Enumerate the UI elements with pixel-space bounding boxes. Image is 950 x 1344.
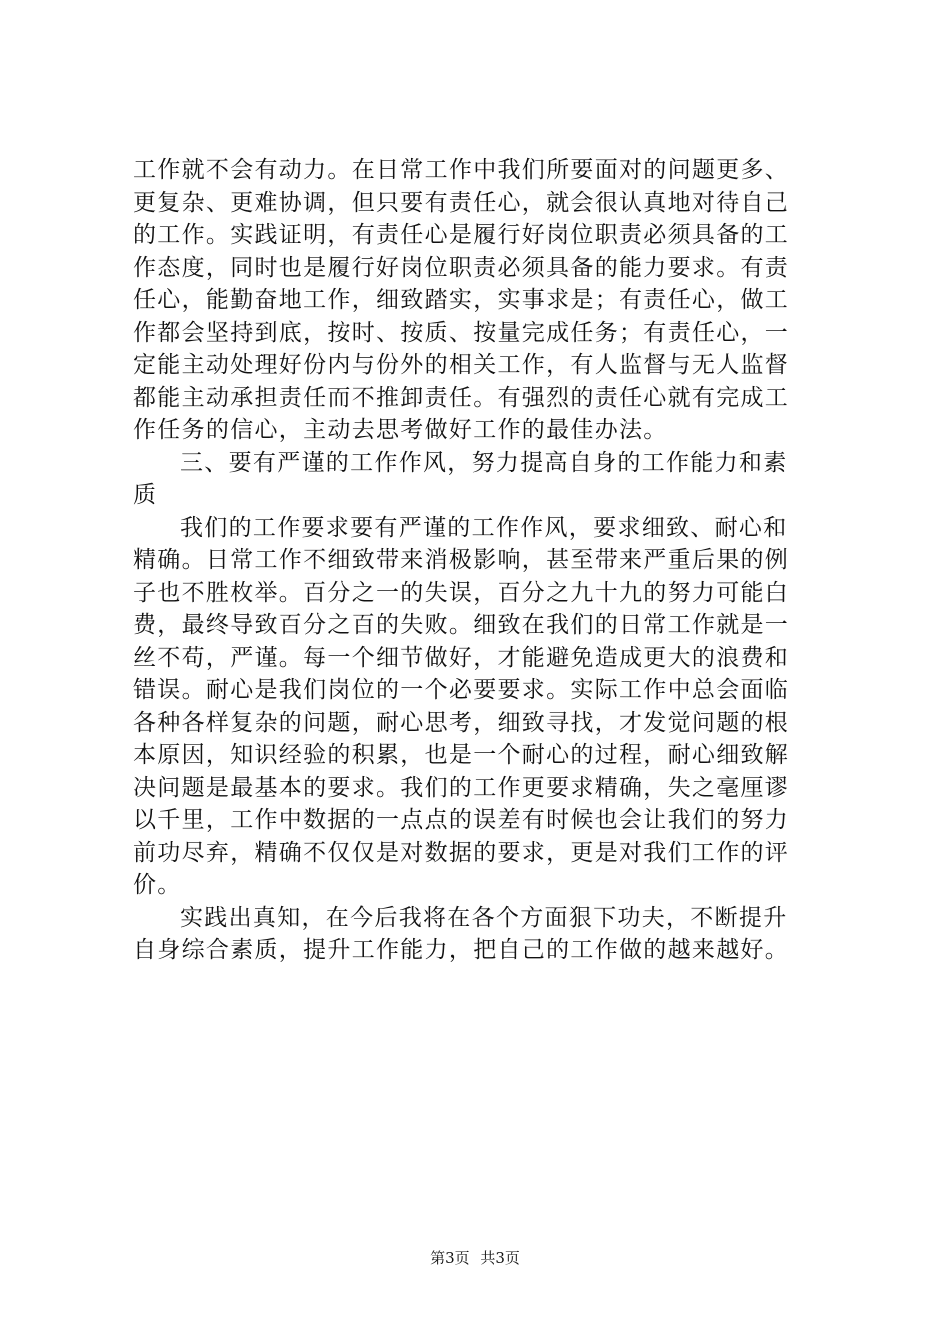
page-total: 共3页: [480, 1249, 520, 1267]
text-line: 费，最终导致百分之百的失败。细致在我们的日常工作就是一: [133, 612, 790, 638]
text-line: 作态度，同时也是履行好岗位职责必须具备的能力要求。有责: [133, 254, 790, 281]
section-heading: [133, 447, 833, 512]
text-line: 作任务的信心，主动去思考做好工作的最佳办法。: [133, 417, 668, 443]
text-line: 精确。日常工作不细致带来消极影响，甚至带来严重后果的例: [133, 547, 790, 573]
heading-line: 质: [133, 482, 158, 508]
text-line: 我们的工作要求要有严谨的工作作风，要求细致、耐心和: [180, 514, 788, 541]
paragraph: [133, 902, 833, 967]
text-line: 实践出真知，在今后我将在各个方面狠下功夫，不断提升: [180, 904, 788, 931]
text-line: 自身综合素质，提升工作能力，把自己的工作做的越来越好。: [133, 937, 790, 963]
text-line: 价。: [133, 872, 182, 898]
text-line: 任心，能勤奋地工作，细致踏实，实事求是；有责任心，做工: [133, 287, 790, 313]
page-number: 第3页: [430, 1249, 470, 1267]
text-line: 作都会坚持到底，按时、按质、按量完成任务；有责任心，一: [133, 319, 790, 346]
document-body: [133, 154, 833, 967]
heading-line: 三、要有严谨的工作作风，努力提高自身的工作能力和素: [180, 449, 788, 476]
text-line: 本原因，知识经验的积累，也是一个耐心的过程，耐心细致解: [133, 742, 790, 768]
text-line: 以千里，工作中数据的一点点的误差有时候也会让我们的努力: [133, 807, 790, 833]
text-line: 都能主动承担责任而不推卸责任。有强烈的责任心就有完成工: [133, 384, 790, 411]
text-line: 更复杂、更难协调，但只要有责任心，就会很认真地对待自己: [133, 189, 790, 216]
text-line: 各种各样复杂的问题，耐心思考，细致寻找，才发觉问题的根: [133, 709, 790, 736]
text-line: 决问题是最基本的要求。我们的工作更要求精确，失之毫厘谬: [133, 774, 790, 801]
text-line: 子也不胜枚举。百分之一的失误，百分之九十九的努力可能白: [133, 579, 790, 606]
text-line: 错误。耐心是我们岗位的一个必要要求。实际工作中总会面临: [133, 677, 790, 703]
paragraph: [133, 154, 833, 447]
text-line: 丝不苟，严谨。每一个细节做好，才能避免造成更大的浪费和: [133, 644, 790, 671]
page-footer: [0, 1247, 950, 1268]
text-line: 定能主动处理好份内与份外的相关工作，有人监督与无人监督: [133, 352, 790, 378]
text-line: 前功尽弃，精确不仅仅是对数据的要求，更是对我们工作的评: [133, 839, 790, 866]
text-line: 的工作。实践证明，有责任心是履行好岗位职责必须具备的工: [133, 222, 790, 248]
paragraph: [133, 512, 833, 902]
text-line: 工作就不会有动力。在日常工作中我们所要面对的问题更多、: [133, 157, 790, 183]
